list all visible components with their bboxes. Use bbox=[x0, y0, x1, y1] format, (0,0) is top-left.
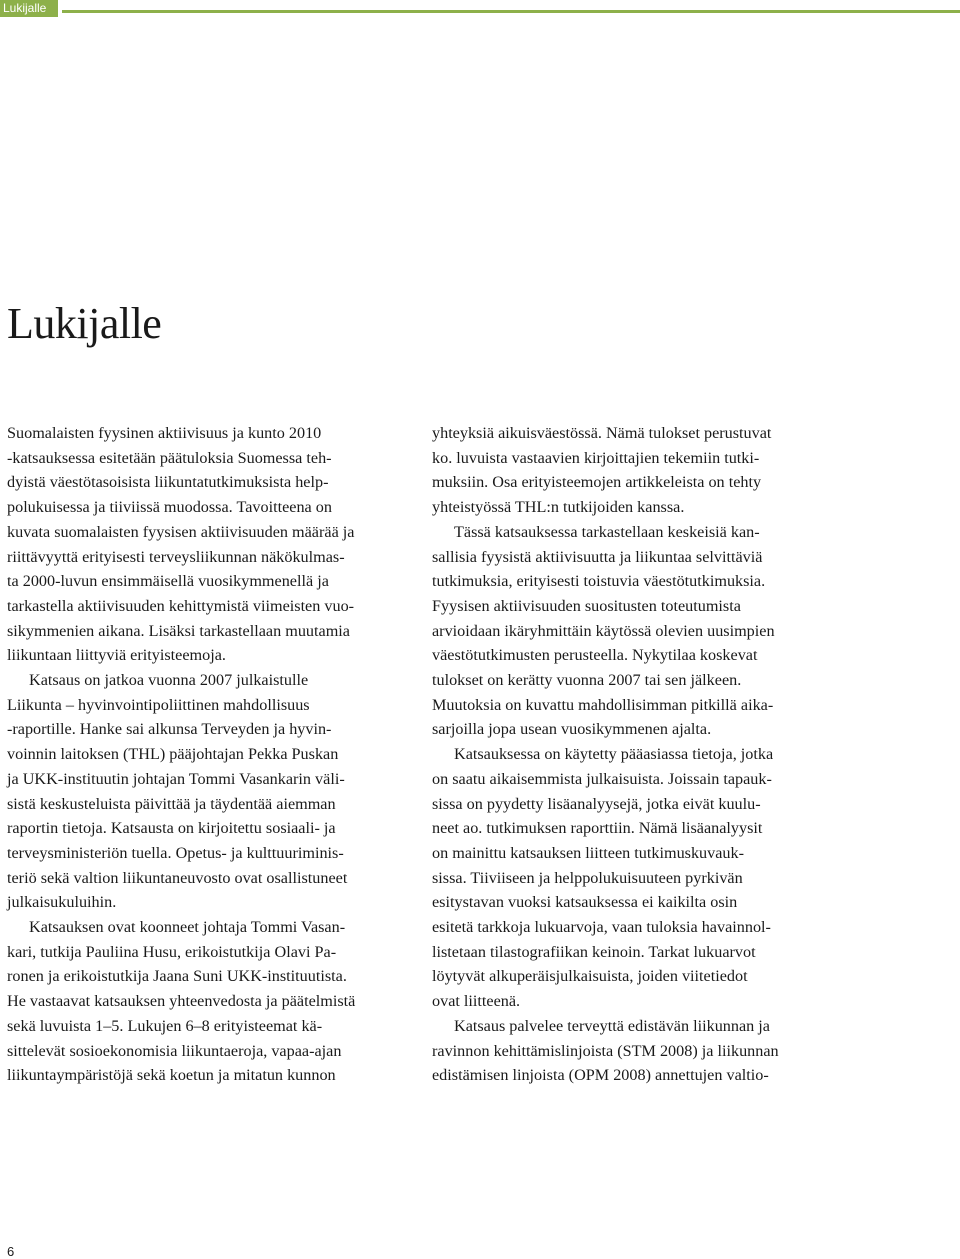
page-number: 6 bbox=[7, 1244, 15, 1259]
text-line: voinnin laitoksen (THL) pääjohtajan Pekka Puskan bbox=[7, 745, 339, 764]
text-line: väestötutkimusten perusteella. Nykytilaa koskevat bbox=[432, 646, 758, 665]
text-line: esitystavan vuoksi katsauksessa ei kaikilta osin bbox=[432, 893, 738, 912]
paragraph bbox=[432, 520, 837, 742]
text-line: Fyysisen aktiivisuuden suositusten toteutumista bbox=[432, 596, 741, 615]
paragraph bbox=[7, 915, 412, 1088]
text-line: löytyvät alkuperäisjulkaisuista, joiden viitetiedot bbox=[432, 967, 748, 986]
text-line: liikuntaympäristöjä sekä koetun ja mitatun kunnon bbox=[7, 1066, 336, 1085]
text-line: muksiin. Osa erityisteemojen artikkeleista on tehty bbox=[432, 473, 762, 492]
text-line: Tässä katsauksessa tarkastellaan keskeisiä kan- bbox=[454, 522, 760, 541]
text-line: ta 2000-luvun ensimmäisellä vuosikymmenellä ja bbox=[7, 572, 329, 591]
text-line: ko. luvuista vastaavien kirjoittajien tekemiin tutki- bbox=[432, 448, 760, 467]
text-line: julkaisukuluihin. bbox=[7, 893, 117, 912]
text-line: Liikunta – hyvinvointipoliittinen mahdollisuus bbox=[7, 695, 310, 714]
section-label: Lukijalle bbox=[3, 1, 47, 15]
text-line: tarkastella aktiivisuuden kehittymistä viimeisten vuo- bbox=[7, 596, 355, 615]
text-line: Katsaus palvelee terveyttä edistävän liikunnan ja bbox=[454, 1016, 770, 1035]
text-line: sissa on pyydetty lisäanalyysejä, jotka eivät kuulu- bbox=[432, 794, 761, 813]
text-line: Suomalaisten fyysinen aktiivisuus ja kunto 2010 bbox=[7, 424, 322, 442]
text-line: terveysministeriön tuella. Opetus- ja kulttuuriminis- bbox=[7, 843, 344, 862]
text-line: sissa. Tiiviiseen ja helppolukuisuuteen pyrkivän bbox=[432, 868, 743, 887]
text-line: dyistä väestötasoisista liikuntatutkimuksista help- bbox=[7, 473, 329, 492]
text-line: liikuntaan liittyviä erityisteemoja. bbox=[7, 646, 226, 665]
text-line: sikymmenien aikana. Lisäksi tarkastellaan muutamia bbox=[7, 621, 350, 640]
text-line: sittelevät sosioekonomisia liikuntaeroja, vapaa-ajan bbox=[7, 1041, 342, 1060]
running-header bbox=[0, 0, 960, 24]
header-rule bbox=[62, 10, 960, 13]
right-column bbox=[432, 421, 837, 1088]
text-line: tutkimuksia, erityisesti toistuvia väestötutkimuksia. bbox=[432, 572, 766, 591]
text-line: kuvata suomalaisten fyysisen aktiivisuuden määrää ja bbox=[7, 522, 355, 541]
text-line: raportin tietoja. Katsausta on kirjoitettu sosiaali- ja bbox=[7, 819, 336, 838]
text-line: sekä luvuista 1–5. Lukujen 6–8 erityisteemat kä- bbox=[7, 1016, 323, 1035]
text-line: riittävyyttä erityisesti terveysliikunnan näkökulmas- bbox=[7, 547, 345, 566]
text-line: neet ao. tutkimuksen raporttiin. Nämä lisäanalyysit bbox=[432, 819, 763, 838]
paragraph bbox=[7, 421, 412, 668]
text-line: listetaan tilastografiikan keinoin. Tarkat lukuarvot bbox=[432, 942, 756, 961]
text-line: on mainittu katsauksen liitteen tutkimuskuvauk- bbox=[432, 843, 745, 862]
text-line: on saatu aikaisemmista julkaisuista. Joissain tapauk- bbox=[432, 769, 772, 788]
paragraph bbox=[432, 1014, 837, 1088]
text-line: yhteistyössä THL:n tutkijoiden kanssa. bbox=[432, 498, 685, 517]
paragraph bbox=[7, 668, 412, 915]
text-line: edistämisen linjoista (OPM 2008) annettujen valtio- bbox=[432, 1066, 769, 1085]
section-tab bbox=[0, 0, 58, 17]
text-line: ravinnon kehittämislinjoista (STM 2008) ja liikunnan bbox=[432, 1041, 779, 1060]
text-line: He vastaavat katsauksen yhteenvedosta ja päätelmistä bbox=[7, 992, 356, 1011]
text-line: yhteyksiä aikuisväestössä. Nämä tulokset perustuvat bbox=[432, 424, 772, 442]
text-line: ovat liitteenä. bbox=[432, 992, 521, 1011]
left-column bbox=[7, 421, 412, 1088]
text-line: sistä keskusteluista päivittää ja täydentää aiemman bbox=[7, 794, 336, 813]
text-line: Katsauksessa on käytetty pääasiassa tietoja, jotka bbox=[454, 745, 774, 764]
text-line: -raportille. Hanke sai alkunsa Terveyden ja hyvin- bbox=[7, 720, 332, 739]
text-line: esitetä tarkkoja lukuarvoja, vaan tuloksia havainnol- bbox=[432, 918, 771, 937]
text-line: sarjoilla jopa usean vuosikymmenen ajalta. bbox=[432, 720, 712, 739]
text-line: kari, tutkija Pauliina Husu, erikoistutkija Olavi Pa- bbox=[7, 942, 337, 961]
text-line: tulokset on kerätty vuonna 2007 tai sen jälkeen. bbox=[432, 671, 742, 690]
text-line: Katsaus on jatkoa vuonna 2007 julkaistulle bbox=[29, 671, 309, 690]
text-line: Katsauksen ovat koonneet johtaja Tommi Vasan- bbox=[29, 918, 346, 937]
page-title: Lukijalle bbox=[7, 299, 162, 348]
text-line: ja UKK-instituutin johtajan Tommi Vasankarin väli- bbox=[7, 769, 345, 788]
paragraph bbox=[432, 421, 837, 520]
text-line: sallisia fyysistä aktiivisuutta ja liikuntaa selvittäviä bbox=[432, 547, 763, 566]
text-line: teriö sekä valtion liikuntaneuvosto ovat osallistuneet bbox=[7, 868, 348, 887]
text-line: polukuisessa ja tiiviissä muodossa. Tavoitteena on bbox=[7, 498, 332, 517]
text-line: arvioidaan ikäryhmittäin käytössä olevien uusimpien bbox=[432, 621, 775, 640]
paragraph bbox=[432, 742, 837, 1014]
text-line: -katsauksessa esitetään päätuloksia Suomessa teh- bbox=[7, 448, 332, 467]
text-line: Muutoksia on kuvattu mahdollisimman pitkillä aika- bbox=[432, 695, 774, 714]
text-line: ronen ja erikoistutkija Jaana Suni UKK-instituutista. bbox=[7, 967, 347, 986]
